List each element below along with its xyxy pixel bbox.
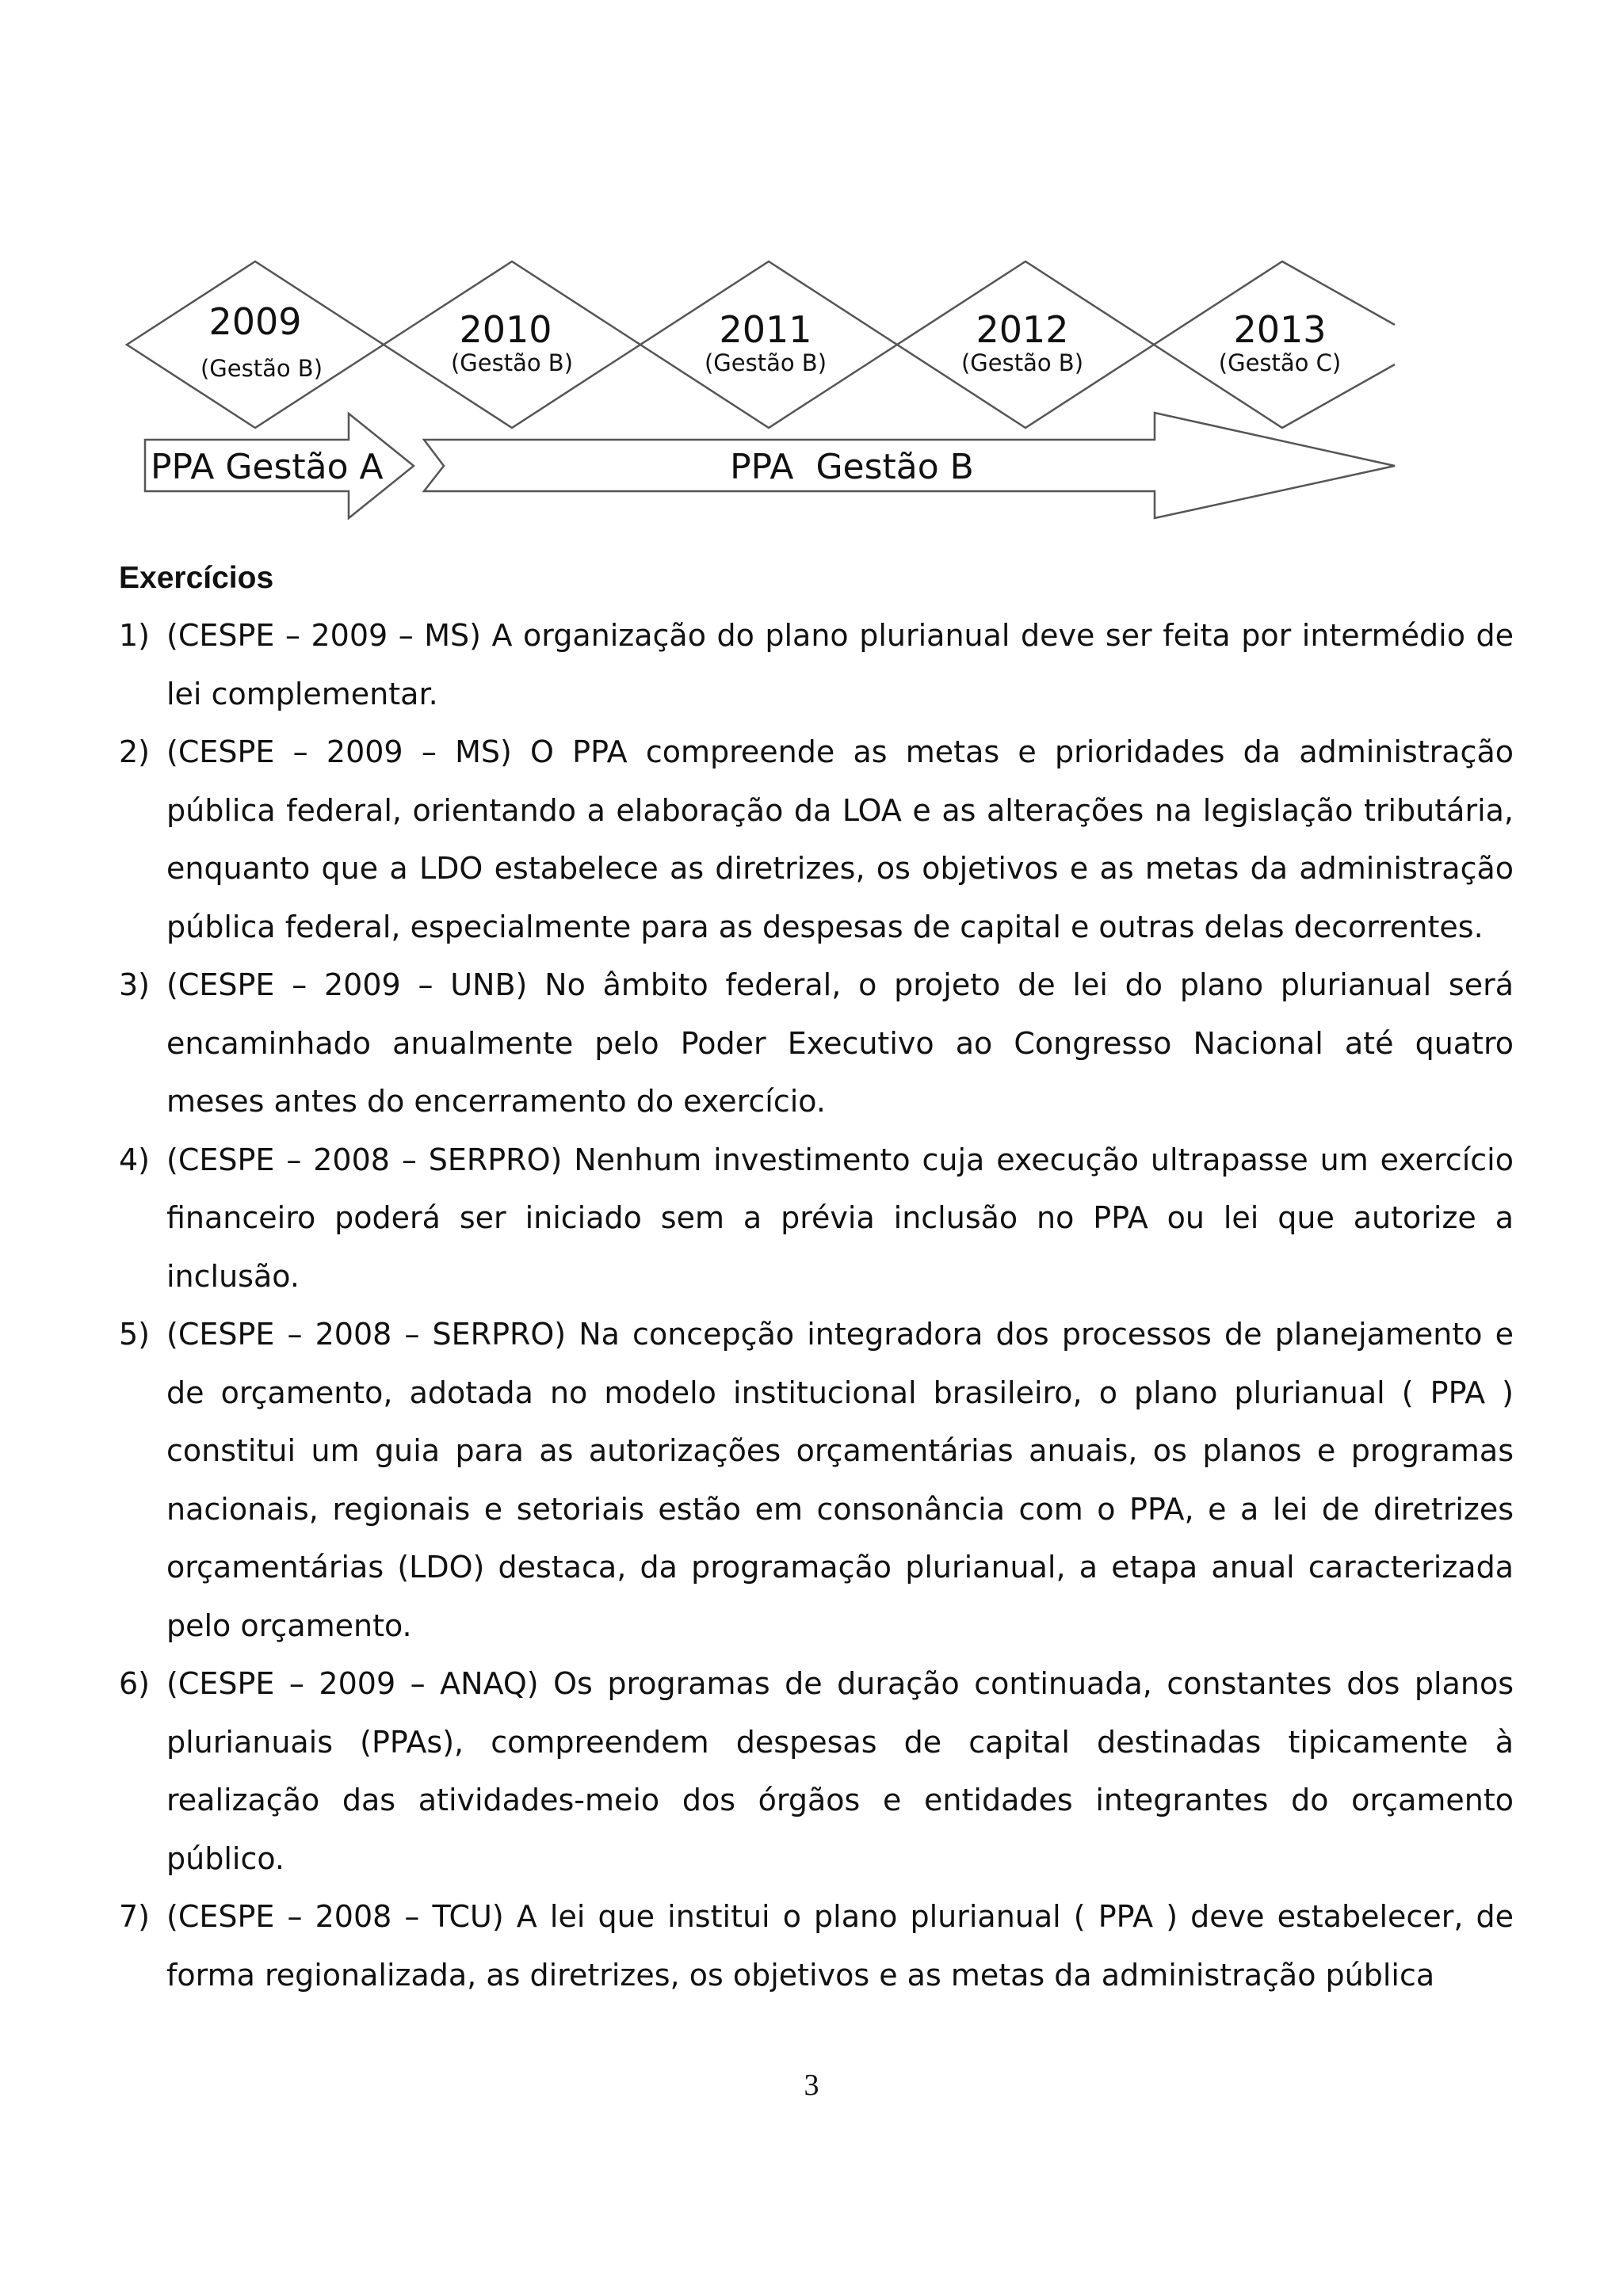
ppa-timeline-diagram [0,0,1623,539]
year-label-2009: 2009 [208,300,302,343]
arrow-ppa-gestao-a-label: PPA Gestão A [151,447,384,487]
year-label-2010: 2010 [459,308,552,351]
year-label-2011: 2011 [719,308,812,351]
exercise-item [119,1655,1514,1888]
exercise-number: 1) [119,618,151,653]
exercise-number: 5) [119,1317,151,1352]
exercise-item [119,1131,1514,1306]
arrow-ppa-gestao-b-label: PPA Gestão B [730,447,974,487]
exercise-text: (CESPE – 2009 – ANAQ) Os programas de duração continuada, constantes dos planos plurianuais (PPAs), compreendem despesas de capital destinadas tipicamente à realização das atividades-meio dos órgãos e entidades integrantes do orçamento público. [166,1666,1514,1876]
exercise-text: (CESPE – 2008 – TCU) A lei que institui o plano plurianual ( PPA ) deve estabelecer, de forma regionalizada, as diretrizes, os objetivos e as metas da administração pública [166,1899,1514,1993]
exercises-heading: Exercícios [119,561,274,595]
exercise-item [119,956,1514,1131]
exercise-number: 6) [119,1666,151,1701]
gestao-label-2009: (Gestão B) [200,355,323,382]
exercise-text: (CESPE – 2009 – MS) A organização do plano plurianual deve ser feita por intermédio de lei complementar. [166,618,1514,711]
gestao-label-2010: (Gestão B) [450,349,574,376]
gestao-label-2012: (Gestão B) [960,349,1084,376]
exercise-number: 2) [119,734,151,769]
year-label-2013: 2013 [1233,308,1327,351]
exercise-text: (CESPE – 2009 – MS) O PPA compreende as metas e prioridades da administração pública federal, orientando a elaboração da LOA e as alterações na legislação tributária, enquanto que a LDO estabelece as diretrizes, os objetivos e as metas da administração pública federal, especialmente para as despesas de capital e outras delas decorrentes. [166,734,1514,944]
exercise-text: (CESPE – 2008 – SERPRO) Na concepção integradora dos processos de planejamento e de orçamento, adotada no modelo institucional brasileiro, o plano plurianual ( PPA ) constitui um guia para as autorizações orçamentárias anuais, os planos e programas nacionais, regionais e setoriais estão em consonância com o PPA, e a lei de diretrizes orçamentárias (LDO) destaca, da programação plurianual, a etapa anual caracterizada pelo orçamento. [166,1317,1514,1643]
exercise-item [119,607,1514,723]
year-diamond-2009 [127,261,384,428]
exercise-text: (CESPE – 2009 – UNB) No âmbito federal, o projeto de lei do plano plurianual será encaminhado anualmente pelo Poder Executivo ao Congresso Nacional até quatro meses antes do encerramento do exercício. [166,967,1514,1119]
year-label-2012: 2012 [976,308,1069,351]
exercise-item [119,1888,1514,2004]
exercise-text: (CESPE – 2008 – SERPRO) Nenhum investimento cuja execução ultrapasse um exercício financeiro poderá ser iniciado sem a prévia inclusão no PPA ou lei que autorize a inclusão. [166,1142,1514,1294]
gestao-label-2011: (Gestão B) [704,349,827,376]
page-number: 3 [804,2069,819,2102]
exercise-number: 7) [119,1899,151,1934]
exercise-item [119,723,1514,956]
exercise-list [119,607,1514,2004]
exercise-number: 3) [119,967,151,1002]
exercise-number: 4) [119,1142,151,1177]
exercise-item [119,1306,1514,1655]
gestao-label-2013: (Gestão C) [1218,349,1342,376]
